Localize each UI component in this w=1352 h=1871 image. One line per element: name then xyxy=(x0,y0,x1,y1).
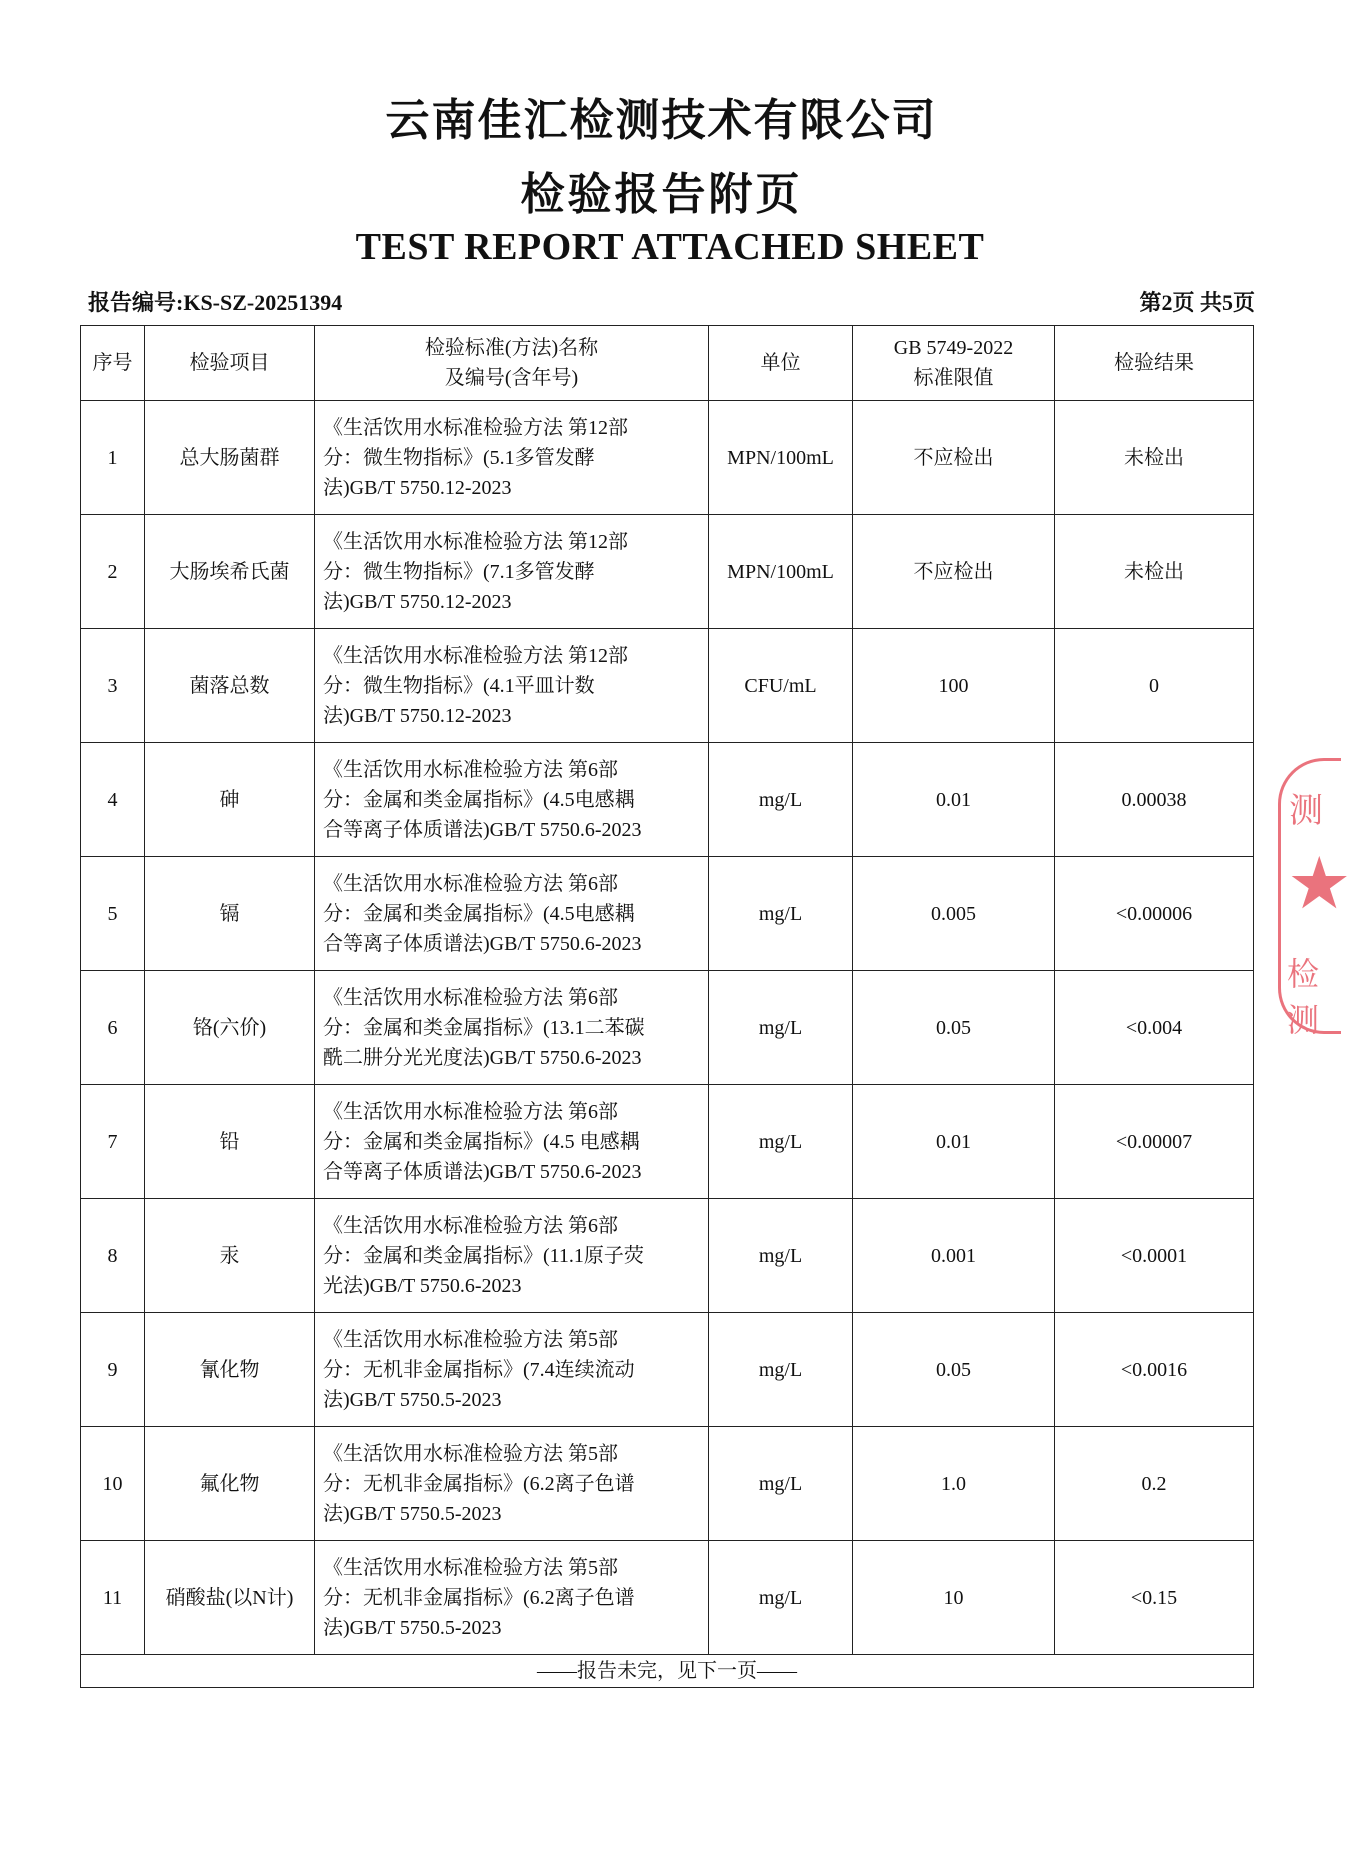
cell-result: <0.15 xyxy=(1055,1541,1254,1655)
cell-limit: 0.05 xyxy=(853,1313,1055,1427)
method-line-1: 《生活饮用水标准检验方法 第6部 xyxy=(323,758,618,781)
cell-item: 汞 xyxy=(145,1199,315,1313)
cell-item: 铅 xyxy=(145,1085,315,1199)
cell-method xyxy=(315,971,709,1085)
cell-method xyxy=(315,743,709,857)
header-unit: 单位 xyxy=(709,326,853,401)
company-seal-stamp xyxy=(1278,758,1352,1039)
method-line-3: 法)GB/T 5750.12-2023 xyxy=(323,704,512,727)
cell-unit: CFU/mL xyxy=(709,629,853,743)
table-row xyxy=(81,857,1254,971)
header-item: 检验项目 xyxy=(145,326,315,401)
cell-limit: 0.001 xyxy=(853,1199,1055,1313)
cell-unit: MPN/100mL xyxy=(709,515,853,629)
seal-text-top: 测 xyxy=(1289,791,1323,831)
cell-limit: 0.05 xyxy=(853,971,1055,1085)
table-row xyxy=(81,971,1254,1085)
cell-result: 未检出 xyxy=(1055,515,1254,629)
page-indicator: 第2页 共5页 xyxy=(1139,290,1255,315)
cell-result: 未检出 xyxy=(1055,401,1254,515)
cell-result: <0.00006 xyxy=(1055,857,1254,971)
table-header-row xyxy=(81,326,1254,401)
header-result: 检验结果 xyxy=(1055,326,1254,401)
cell-limit: 0.01 xyxy=(853,743,1055,857)
cell-unit: mg/L xyxy=(709,1541,853,1655)
method-line-2: 分：金属和类金属指标》(11.1原子荧 xyxy=(323,1244,644,1267)
header-limit-line2: 标准限值 xyxy=(913,367,994,389)
method-line-2: 分：微生物指标》(4.1平皿计数 xyxy=(323,674,595,697)
table-row xyxy=(81,629,1254,743)
cell-unit: mg/L xyxy=(709,743,853,857)
cell-result: 0.2 xyxy=(1055,1427,1254,1541)
method-line-1: 《生活饮用水标准检验方法 第5部 xyxy=(323,1442,618,1465)
cell-item: 砷 xyxy=(145,743,315,857)
cell-method xyxy=(315,1199,709,1313)
cell-method xyxy=(315,401,709,515)
cell-item: 氟化物 xyxy=(145,1427,315,1541)
cell-method xyxy=(315,1085,709,1199)
results-table xyxy=(80,325,1254,1688)
cell-seq: 3 xyxy=(81,629,145,743)
cell-item: 铬(六价) xyxy=(145,971,315,1085)
method-line-2: 分：微生物指标》(7.1多管发酵 xyxy=(323,560,595,583)
method-line-2: 分：无机非金属指标》(6.2离子色谱 xyxy=(323,1472,635,1495)
header-method-line2: 及编号(含年号) xyxy=(444,367,579,389)
cell-item: 大肠埃希氏菌 xyxy=(145,515,315,629)
method-line-2: 分：微生物指标》(5.1多管发酵 xyxy=(323,446,595,469)
cell-seq: 11 xyxy=(81,1541,145,1655)
cell-item: 菌落总数 xyxy=(145,629,315,743)
cell-unit: mg/L xyxy=(709,1427,853,1541)
method-line-2: 分：金属和类金属指标》(13.1二苯碳 xyxy=(323,1016,645,1039)
cell-unit: mg/L xyxy=(709,1199,853,1313)
method-line-1: 《生活饮用水标准检验方法 第6部 xyxy=(323,1214,618,1237)
cell-limit: 0.01 xyxy=(853,1085,1055,1199)
table-row xyxy=(81,1541,1254,1655)
method-line-2: 分：无机非金属指标》(7.4连续流动 xyxy=(323,1358,635,1381)
cell-seq: 6 xyxy=(81,971,145,1085)
method-line-3: 合等离子体质谱法)GB/T 5750.6-2023 xyxy=(323,932,642,955)
cell-unit: mg/L xyxy=(709,1085,853,1199)
method-line-3: 合等离子体质谱法)GB/T 5750.6-2023 xyxy=(323,818,642,841)
cell-seq: 7 xyxy=(81,1085,145,1199)
cell-seq: 9 xyxy=(81,1313,145,1427)
header-limit-line1: GB 5749-2022 xyxy=(893,337,1014,359)
cell-limit: 10 xyxy=(853,1541,1055,1655)
report-title-en: TEST REPORT ATTACHED SHEET xyxy=(355,226,985,268)
cell-item: 总大肠菌群 xyxy=(145,401,315,515)
cell-result: 0 xyxy=(1055,629,1254,743)
header-method-line1: 检验标准(方法)名称 xyxy=(424,337,599,359)
method-line-1: 《生活饮用水标准检验方法 第6部 xyxy=(323,986,618,1009)
cell-method xyxy=(315,1313,709,1427)
method-line-3: 酰二肼分光光度法)GB/T 5750.6-2023 xyxy=(323,1046,642,1069)
cell-method xyxy=(315,1541,709,1655)
table-row xyxy=(81,1427,1254,1541)
header-limit xyxy=(853,326,1055,401)
cell-seq: 8 xyxy=(81,1199,145,1313)
cell-unit: MPN/100mL xyxy=(709,401,853,515)
cell-limit: 不应检出 xyxy=(853,515,1055,629)
method-line-1: 《生活饮用水标准检验方法 第12部 xyxy=(323,530,628,553)
table-row xyxy=(81,1313,1254,1427)
method-line-2: 分：无机非金属指标》(6.2离子色谱 xyxy=(323,1586,635,1609)
cell-item: 镉 xyxy=(145,857,315,971)
cell-limit: 100 xyxy=(853,629,1055,743)
cell-seq: 10 xyxy=(81,1427,145,1541)
header-seq: 序号 xyxy=(81,326,145,401)
method-line-2: 分：金属和类金属指标》(4.5电感耦 xyxy=(323,788,635,811)
cell-result: <0.004 xyxy=(1055,971,1254,1085)
continued-note: ——报告未完，见下一页—— xyxy=(81,1655,1254,1688)
cell-item: 硝酸盐(以N计) xyxy=(145,1541,315,1655)
method-line-1: 《生活饮用水标准检验方法 第6部 xyxy=(323,1100,618,1123)
star-icon: ★ xyxy=(1287,841,1352,925)
table-row xyxy=(81,515,1254,629)
report-title-cn: 检验报告附页 xyxy=(520,169,803,220)
table-footer-row xyxy=(81,1655,1254,1688)
cell-seq: 5 xyxy=(81,857,145,971)
method-line-1: 《生活饮用水标准检验方法 第5部 xyxy=(323,1328,618,1351)
cell-method xyxy=(315,1427,709,1541)
table-row xyxy=(81,1199,1254,1313)
cell-result: 0.00038 xyxy=(1055,743,1254,857)
cell-result: <0.0001 xyxy=(1055,1199,1254,1313)
method-line-3: 法)GB/T 5750.5-2023 xyxy=(323,1502,502,1525)
cell-method xyxy=(315,629,709,743)
cell-unit: mg/L xyxy=(709,857,853,971)
company-name: 云南佳汇检测技术有限公司 xyxy=(385,95,938,146)
method-line-3: 光法)GB/T 5750.6-2023 xyxy=(323,1274,522,1297)
method-line-1: 《生活饮用水标准检验方法 第5部 xyxy=(323,1556,618,1579)
cell-seq: 2 xyxy=(81,515,145,629)
table-row xyxy=(81,401,1254,515)
cell-result: <0.00007 xyxy=(1055,1085,1254,1199)
cell-unit: mg/L xyxy=(709,971,853,1085)
cell-method xyxy=(315,515,709,629)
method-line-2: 分：金属和类金属指标》(4.5电感耦 xyxy=(323,902,635,925)
method-line-1: 《生活饮用水标准检验方法 第12部 xyxy=(323,644,628,667)
cell-method xyxy=(315,857,709,971)
cell-seq: 4 xyxy=(81,743,145,857)
header-method xyxy=(315,326,709,401)
seal-text-bottom: 检测 xyxy=(1287,955,1320,1039)
method-line-3: 法)GB/T 5750.5-2023 xyxy=(323,1388,502,1411)
method-line-1: 《生活饮用水标准检验方法 第6部 xyxy=(323,872,618,895)
method-line-2: 分：金属和类金属指标》(4.5 电感耦 xyxy=(323,1130,640,1153)
method-line-3: 法)GB/T 5750.5-2023 xyxy=(323,1616,502,1639)
method-line-3: 法)GB/T 5750.12-2023 xyxy=(323,590,512,613)
method-line-1: 《生活饮用水标准检验方法 第12部 xyxy=(323,416,628,439)
cell-limit: 不应检出 xyxy=(853,401,1055,515)
cell-item: 氰化物 xyxy=(145,1313,315,1427)
method-line-3: 法)GB/T 5750.12-2023 xyxy=(323,476,512,499)
cell-seq: 1 xyxy=(81,401,145,515)
cell-result: <0.0016 xyxy=(1055,1313,1254,1427)
table-row xyxy=(81,1085,1254,1199)
cell-unit: mg/L xyxy=(709,1313,853,1427)
cell-limit: 0.005 xyxy=(853,857,1055,971)
method-line-3: 合等离子体质谱法)GB/T 5750.6-2023 xyxy=(323,1160,642,1183)
cell-limit: 1.0 xyxy=(853,1427,1055,1541)
table-row xyxy=(81,743,1254,857)
report-number: 报告编号:KS-SZ-20251394 xyxy=(88,290,343,315)
